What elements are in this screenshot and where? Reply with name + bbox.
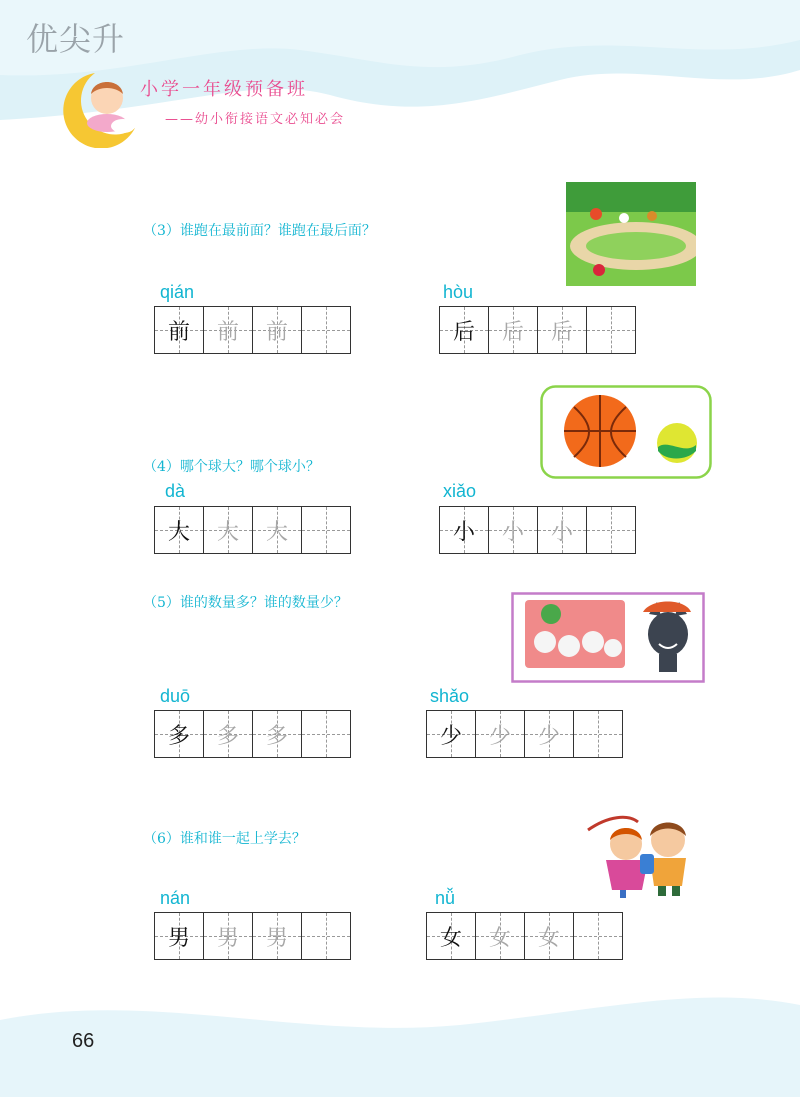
writing-grid-nan [154,912,351,960]
trace-character: 后 [501,319,524,345]
grid-cell [253,307,302,353]
grid-cell [253,711,302,757]
writing-grid-da [154,506,351,554]
model-character: 男 [167,925,190,951]
trace-character: 前 [265,319,288,345]
model-character: 女 [439,925,462,951]
grid-cell[interactable] [587,507,635,553]
trace-character: 男 [265,925,288,951]
grid-cell[interactable] [587,307,635,353]
pinyin-hou: hòu [443,282,474,302]
model-character: 小 [452,519,475,545]
children-going-to-school-picture [578,810,706,900]
grid-cell [204,507,253,553]
grid-cell [204,913,253,959]
grid-cell [440,507,489,553]
writing-grid-hou [439,306,636,354]
grid-cell [155,913,204,959]
grid-cell [427,711,476,757]
grid-cell [538,307,587,353]
model-character: 前 [167,319,190,345]
trace-character: 多 [216,723,239,749]
trace-character: 女 [537,925,560,951]
pinyin-nan: nán [160,888,191,908]
grid-cell [155,711,204,757]
trace-character: 小 [550,519,573,545]
writing-grid-nv [426,912,623,960]
grid-cell[interactable] [574,913,622,959]
race-track-picture [566,182,696,286]
pinyin-qian: qián [160,282,195,302]
trace-character: 男 [216,925,239,951]
grid-cell[interactable] [574,711,622,757]
trace-character: 小 [501,519,524,545]
trace-character: 少 [488,723,511,749]
model-character: 多 [167,723,190,749]
trace-character: 大 [216,519,239,545]
grid-cell [476,913,525,959]
question-4: （4）哪个球大？哪个球小？ [143,459,320,475]
pinyin-shao: shǎo [430,686,470,706]
grid-cell [525,711,574,757]
grid-cell [476,711,525,757]
grid-cell [489,307,538,353]
grid-cell [440,307,489,353]
moon-child-logo [55,68,140,148]
grid-cell [525,913,574,959]
trace-character: 大 [265,519,288,545]
grid-cell [489,507,538,553]
question-5: （5）谁的数量多？谁的数量少？ [143,595,348,611]
question-3: （3）谁跑在最前面？谁跑在最后面？ [143,223,376,239]
grid-cell [204,711,253,757]
pinyin-xiao: xiǎo [443,481,477,501]
grid-cell[interactable] [302,711,350,757]
writing-grid-qian [154,306,351,354]
grid-cell [427,913,476,959]
footer-wave-background [0,980,800,1097]
model-character: 后 [452,319,475,345]
grid-cell[interactable] [302,507,350,553]
course-title: 小学一年级预备班 [140,79,308,100]
trace-character: 多 [265,723,288,749]
page-number: 66 [72,1030,95,1052]
balls-picture [540,385,712,479]
brand-name: 优尖升 [26,20,126,58]
grid-cell [538,507,587,553]
grid-cell[interactable] [302,913,350,959]
trace-character: 后 [550,319,573,345]
grid-cell [253,507,302,553]
trace-character: 女 [488,925,511,951]
grid-cell [253,913,302,959]
course-subtitle: ——幼小衔接语文必知必会 [165,112,346,127]
sheep-and-wolf-picture [511,592,705,683]
grid-cell[interactable] [302,307,350,353]
pinyin-nv: nǚ [435,888,456,908]
writing-grid-xiao [439,506,636,554]
pinyin-duo: duō [160,686,191,706]
writing-grid-shao [426,710,623,758]
trace-character: 少 [537,723,560,749]
grid-cell [155,507,204,553]
model-character: 少 [439,723,462,749]
question-6: （6）谁和谁一起上学去？ [143,831,306,847]
writing-grid-duo [154,710,351,758]
pinyin-da: dà [165,481,186,501]
grid-cell [155,307,204,353]
trace-character: 前 [216,319,239,345]
model-character: 大 [167,519,190,545]
grid-cell [204,307,253,353]
